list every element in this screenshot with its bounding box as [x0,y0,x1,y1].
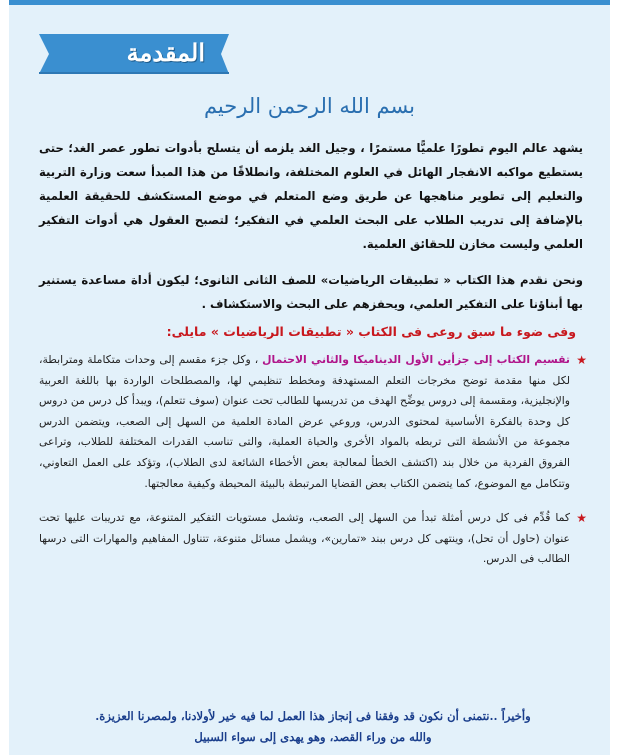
section-heading: وفى ضوء ما سبق روعى فى الكتاب « تطبيقات الرياضيات » مايلى: [166,324,576,339]
document-page [9,0,610,755]
bullet-list [39,350,587,584]
star-icon: ★ [576,353,587,367]
bullet-item [39,508,587,570]
basmala: بسم الله الرحمن الرحيم [203,94,416,118]
closing-line: والله من وراء القصد، وهو يهدى إلى سواء السبيل [194,730,432,744]
bullet-text [39,508,570,570]
bullet-body-text: ، وكل جزء مقسم إلى وحدات متكاملة ومترابطة، لكل منها مقدمة توضح مخرجات التعلم المستهدفة ومخطط تنظيمي لها، والمصطلحات الواردة بها باللغة العربية والإنجليزية، ومقسمة إلى دروس يوضِّح الهدف من تدريسها للطالب تحت عنوان (سوف تتعلم)، ويبدأ كل درس من دروس كل وحدة بالفكرة الأساسية لمحتوى الدرس، وروعي عرض المادة العلمية من السهل إلى الصعب، ويتضمن الدرس مجموعة من الأنشطة التى تربطه بالمواد الأخرى والحياة العملية، والتى تناسب القدرات المختلفة للطلاب، وتراعى الفروق الفردية من خلال بند (اكتشف الخطأ لمعالجة بعض الأخطاء الشائعة لدى الطلاب)، وتؤكد على العمل التعاوني، وتتكامل مع الموضوع، كما يتضمن الكتاب بعض القضايا المرتبطة بالبيئة المحيطة وكيفية معالجتها. [39,353,570,490]
star-icon: ★ [576,511,587,526]
intro-paragraph: يشهد عالم اليوم تطورًا علميًّا مستمرًا ، وجيل الغد يلزمه أن يتسلح بأدوات تطور عصر الغد؛ حتى يستطيع مواكبه الانفجار الهائل في العلوم المختلفة، وانطلاقًا من هذا المبدأ سعت وزارة التربية والتعليم إلى تطوير مناهجها عن طريق وضع المتعلم في موضع المستكشف للحقيقة العلمية بالإضافة إلى تدريب الطلاب على البحث العلمي في التفكير؛ لتصبح العقول هي أدوات التفكير العلمي وليست مخازن للحقائق العلمية. [39,141,583,251]
bullet-item [39,350,587,494]
intro-section [39,136,583,328]
bullet-highlight: تقسيم الكتاب إلى جزأين الأول الديناميكا والثاني الاحتمال [262,353,570,366]
closing-line: وأخيراً ..نتمنى أن نكون قد وفقنا فى إنجاز هذا العمل لما فيه خير لأولادنا، ولمصرنا العزيزة. [95,709,531,723]
title-banner [39,34,229,74]
closing-remarks [39,706,587,748]
intro-paragraph: ونحن نقدم هذا الكتاب « تطبيقات الرياضيات» للصف الثانى الثانوى؛ ليكون أداة مساعدة يستنير بها أبناؤنا على التفكير العلمي، ويحفزهم على البحث والاستكشاف . [39,273,583,311]
page-title: المقدمة [126,38,205,67]
bullet-body-text: كما قُدِّم فى كل درس أمثلة تبدأ من السهل إلى الصعب، وتشمل مستويات التفكير المتنوعة، مع تدريبات عليها تحت عنوان (حاول أن تحل)، وينتهى كل درس ببند «تمارين»، ويشمل مسائل متنوعة، تتناول المفاهيم والمهارات التى درسها الطالب فى الدرس. [39,511,570,566]
top-border [9,0,610,5]
bullet-text [39,350,570,494]
